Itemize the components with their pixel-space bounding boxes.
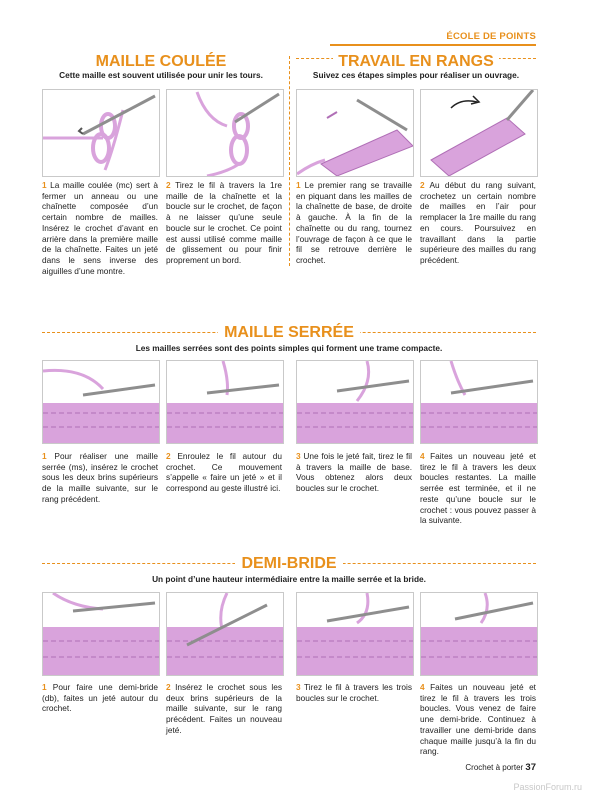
step-text: 3 Tirez le fil à travers les trois boucles sur le crochet. bbox=[296, 682, 413, 703]
illustration-demi-bride-4 bbox=[420, 592, 538, 676]
step-text: 4 Faites un nouveau jeté et tirez le fil à travers les trois boucles. Vous venez de faire une demi-bride. Continuez à travailler une demi-bride dans chaque maille jusqu’à la fin du rang. bbox=[420, 682, 536, 757]
step-text: 1 Le premier rang se travaille en piquant dans les mailles de la chaînette de base, de droite à gauche. À la fin de la chaînette ou du rang, tournez l’ouvrage de façon à ce que le fil se retrouve derrière le crochet. bbox=[296, 180, 412, 265]
page-footer bbox=[465, 762, 536, 773]
illustration-maille-serree-4 bbox=[420, 360, 538, 444]
header-rule bbox=[330, 44, 536, 46]
step-text: 1 Pour faire une demi-bride (db), faites un jeté autour du crochet. bbox=[42, 682, 158, 714]
step-text: 2 Insérez le crochet sous les deux brins supérieurs de la maille suivante, sur le rang précédent. Faites un nouveau jeté. bbox=[166, 682, 282, 735]
section-subtitle: Les mailles serrées sont des points simples qui forment une trame compacte. bbox=[135, 343, 443, 353]
illustration-travail-rangs-1 bbox=[296, 89, 414, 177]
illustration-demi-bride-2 bbox=[166, 592, 284, 676]
column-divider bbox=[289, 56, 290, 266]
illustration-maille-serree-1 bbox=[42, 360, 160, 444]
magazine-name: Crochet à porter bbox=[465, 763, 524, 772]
section-title-maille-coulee: MAILLE COULÉE bbox=[42, 54, 280, 70]
section-subtitle: Cette maille est souvent utilisée pour unir les tours. bbox=[59, 70, 263, 80]
step-text: 3 Une fois le jeté fait, tirez le fil à travers la maille de base. Vous obtenez alors deux boucles sur le crochet. bbox=[296, 451, 412, 494]
illustration-maille-serree-2 bbox=[166, 360, 284, 444]
watermark: PassionForum.ru bbox=[513, 782, 582, 792]
section-title-demi-bride: DEMI-BRIDE bbox=[42, 556, 536, 572]
illustration-maille-coulee-1 bbox=[42, 89, 160, 177]
page-number: 37 bbox=[525, 762, 536, 773]
illustration-demi-bride-1 bbox=[42, 592, 160, 676]
step-text: 1 Pour réaliser une maille serrée (ms), insérez le crochet sous les deux brins supérieurs de la maille suivante, sur le rang précédent. bbox=[42, 451, 158, 504]
step-text: 4 Faites un nouveau jeté et tirez le fil à travers les deux boucles restantes. La maille serrée est terminée, et il ne reste qu’une boucle sur le crochet : vous pouvez passer à la suivante. bbox=[420, 451, 536, 526]
illustration-maille-coulee-2 bbox=[166, 89, 284, 177]
section-subtitle: Un point d’une hauteur intermédiaire entre la maille serrée et la bride. bbox=[152, 574, 426, 584]
illustration-demi-bride-3 bbox=[296, 592, 414, 676]
section-tag: ÉCOLE DE POINTS bbox=[446, 31, 536, 42]
step-text: 1 La maille coulée (mc) sert à fermer un anneau ou une chaînette composée d’un certain nombre de mailles. Insérez le crochet d’avant en arrière dans la première maille de la chaînette. Faites un jeté dans le sens inverse des aiguilles d’une montre. bbox=[42, 180, 158, 276]
step-text: 2 Au début du rang suivant, crochetez un certain nombre de mailles en l’air pour remplacer la 1re maille du rang en cours. Poursuivez en travaillant dans la partie supérieure des mailles du rang précédent. bbox=[420, 180, 536, 265]
section-subtitle: Suivez ces étapes simples pour réaliser un ouvrage. bbox=[312, 70, 520, 80]
section-title-travail-en-rangs: TRAVAIL EN RANGS bbox=[296, 54, 536, 70]
step-text: 2 Enroulez le fil autour du crochet. Ce mouvement s’appelle « faire un jeté » et il correspond au geste illustré ici. bbox=[166, 451, 282, 494]
section-title-maille-serree: MAILLE SERRÉE bbox=[42, 325, 536, 341]
illustration-travail-rangs-2 bbox=[420, 89, 538, 177]
illustration-maille-serree-3 bbox=[296, 360, 414, 444]
step-text: 2 Tirez le fil à travers la 1re maille de la chaînette et la boucle sur le crochet, de façon à ne laisser qu’une seule boucle sur le crochet. Ce point est aussi utilisé comme maille de glissement ou pour finir proprement un bord. bbox=[166, 180, 282, 265]
